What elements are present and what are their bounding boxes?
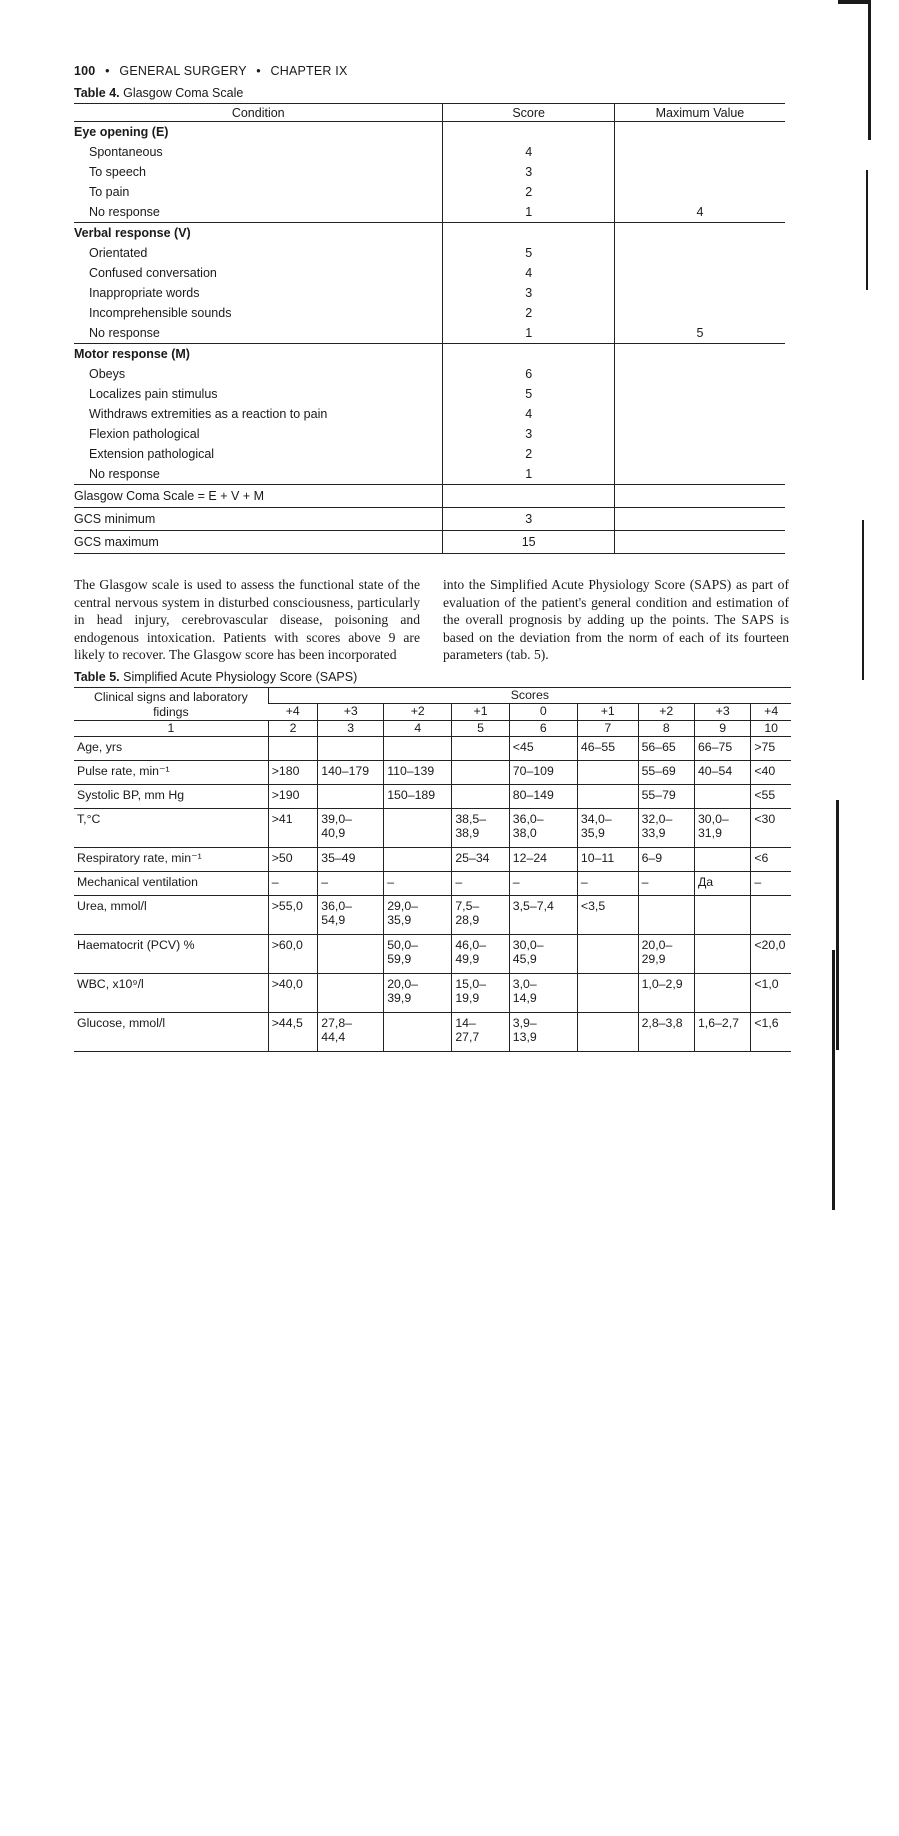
parameter-label: Urea, mmol/l	[74, 895, 268, 934]
bullet-separator: •	[256, 64, 261, 78]
table-row	[74, 202, 785, 223]
score-cell: >60,0	[268, 934, 317, 973]
score-value: 4	[443, 404, 614, 424]
score-column-header: +2	[384, 704, 452, 721]
table-row	[74, 973, 791, 1012]
score-cell	[694, 784, 750, 808]
score-cell: 7,5– 28,9	[452, 895, 509, 934]
score-column-header: 0	[509, 704, 577, 721]
summary-row	[74, 531, 785, 554]
table5-title: Simplified Acute Physiology Score (SAPS)	[123, 669, 358, 684]
score-cell	[443, 122, 614, 143]
column-number: 10	[751, 720, 791, 736]
condition-label: Obeys	[89, 367, 126, 381]
score-value: 3	[443, 162, 614, 182]
score-cell: <20,0	[751, 934, 791, 973]
max-value	[614, 404, 785, 424]
score-cell: >41	[268, 808, 317, 847]
score-cell: 38,5– 38,9	[452, 808, 509, 847]
score-cell: 2,8–3,8	[638, 1012, 694, 1051]
score-cell	[577, 784, 638, 808]
header-scores: Scores	[268, 687, 791, 704]
condition-label: Localizes pain stimulus	[89, 387, 218, 401]
max-value	[614, 424, 785, 444]
column-number-row	[74, 720, 791, 736]
score-cell: 29,0– 35,9	[384, 895, 452, 934]
table-row	[74, 364, 785, 384]
table-row	[74, 182, 785, 202]
score-cell: <40	[751, 760, 791, 784]
score-cell: 36,0– 54,9	[318, 895, 384, 934]
score-cell: <1,6	[751, 1012, 791, 1051]
condition-label: To speech	[89, 165, 146, 179]
score-column-header: +2	[638, 704, 694, 721]
score-cell: <30	[751, 808, 791, 847]
max-value	[614, 142, 785, 162]
score-value: 1	[443, 323, 614, 344]
score-cell	[318, 973, 384, 1012]
summary-label: GCS minimum	[74, 508, 443, 531]
score-cell: >50	[268, 847, 317, 871]
table-row	[74, 243, 785, 263]
summary-row	[74, 508, 785, 531]
score-value: 2	[443, 303, 614, 323]
score-value: 5	[443, 243, 614, 263]
condition-label: Orientated	[89, 246, 148, 260]
body-text	[74, 576, 789, 664]
table-row	[74, 142, 785, 162]
header-maximum-value: Maximum Value	[614, 104, 785, 122]
score-cell	[694, 973, 750, 1012]
score-cell	[577, 934, 638, 973]
max-value	[614, 384, 785, 404]
scan-edge-mark	[862, 520, 864, 680]
scan-edge-mark	[866, 170, 868, 290]
max-value	[614, 464, 785, 485]
section-title: GENERAL SURGERY	[119, 64, 247, 78]
score-cell: 70–109	[509, 760, 577, 784]
group-row	[74, 223, 785, 244]
score-cell: 150–189	[384, 784, 452, 808]
score-cell: 66–75	[694, 736, 750, 760]
score-cell: 110–139	[384, 760, 452, 784]
column-number: 1	[74, 720, 268, 736]
running-head	[74, 60, 794, 82]
header-clinical-signs: Clinical signs and laboratory fidings	[74, 687, 268, 720]
condition-label: Withdraws extremities as a reaction to pain	[89, 407, 328, 421]
max-value: 4	[614, 202, 785, 223]
score-cell: 3,5–7,4	[509, 895, 577, 934]
score-cell: 140–179	[318, 760, 384, 784]
page-number: 100	[74, 64, 96, 78]
score-cell	[384, 736, 452, 760]
score-cell: 55–79	[638, 784, 694, 808]
parameter-label: Systolic BP, mm Hg	[74, 784, 268, 808]
table-row	[74, 808, 791, 847]
parameter-label: Respiratory rate, min⁻¹	[74, 847, 268, 871]
score-cell: 46–55	[577, 736, 638, 760]
max-value: 5	[614, 323, 785, 344]
score-cell: >40,0	[268, 973, 317, 1012]
score-column-header: +1	[577, 704, 638, 721]
page	[74, 60, 794, 1052]
score-cell: Да	[694, 871, 750, 895]
column-number: 4	[384, 720, 452, 736]
table-row	[74, 323, 785, 344]
score-cell: 3,9– 13,9	[509, 1012, 577, 1051]
score-column-header: +4	[268, 704, 317, 721]
score-cell: 36,0– 38,0	[509, 808, 577, 847]
score-column-header: +1	[452, 704, 509, 721]
table-row	[74, 736, 791, 760]
condition-label: Inappropriate words	[89, 286, 200, 300]
table-row	[74, 871, 791, 895]
score-cell	[694, 847, 750, 871]
score-cell: >55,0	[268, 895, 317, 934]
score-cell	[443, 344, 614, 365]
table-row	[74, 934, 791, 973]
score-value: 5	[443, 384, 614, 404]
bullet-separator: •	[105, 64, 110, 78]
summary-max	[614, 508, 785, 531]
max-cell	[614, 122, 785, 143]
score-cell: 12–24	[509, 847, 577, 871]
table-row	[74, 263, 785, 283]
max-value	[614, 303, 785, 323]
header-row	[74, 687, 791, 704]
score-column-header: +4	[751, 704, 791, 721]
summary-label: GCS maximum	[74, 531, 443, 554]
parameter-label: Age, yrs	[74, 736, 268, 760]
column-number: 6	[509, 720, 577, 736]
table-row	[74, 424, 785, 444]
header-condition: Condition	[74, 104, 443, 122]
score-value: 1	[443, 202, 614, 223]
column-number: 5	[452, 720, 509, 736]
table-row	[74, 895, 791, 934]
max-value	[614, 182, 785, 202]
table4-caption	[74, 86, 794, 100]
score-cell: –	[751, 871, 791, 895]
summary-score	[443, 485, 614, 508]
score-cell: –	[577, 871, 638, 895]
score-cell	[694, 934, 750, 973]
column-number: 3	[318, 720, 384, 736]
chapter-title: CHAPTER IX	[270, 64, 348, 78]
score-column-header: +3	[694, 704, 750, 721]
score-cell	[452, 736, 509, 760]
score-cell: >44,5	[268, 1012, 317, 1051]
score-cell: 30,0– 31,9	[694, 808, 750, 847]
score-cell: –	[638, 871, 694, 895]
summary-score: 15	[443, 531, 614, 554]
score-cell: 30,0– 45,9	[509, 934, 577, 973]
score-cell: –	[318, 871, 384, 895]
score-value: 4	[443, 142, 614, 162]
score-cell: <3,5	[577, 895, 638, 934]
score-cell: <1,0	[751, 973, 791, 1012]
score-value: 4	[443, 263, 614, 283]
score-cell	[694, 895, 750, 934]
header-score: Score	[443, 104, 614, 122]
score-cell: –	[452, 871, 509, 895]
score-cell: <45	[509, 736, 577, 760]
parameter-label: Pulse rate, min⁻¹	[74, 760, 268, 784]
group-name: Eye opening (E)	[74, 125, 169, 139]
score-cell	[452, 784, 509, 808]
table-row	[74, 1012, 791, 1051]
condition-label: Extension pathological	[89, 447, 215, 461]
table-row	[74, 303, 785, 323]
table-row	[74, 760, 791, 784]
max-value	[614, 283, 785, 303]
table4-title: Glasgow Coma Scale	[123, 86, 244, 100]
score-cell	[318, 784, 384, 808]
table-row	[74, 464, 785, 485]
score-cell: 34,0– 35,9	[577, 808, 638, 847]
score-cell	[384, 847, 452, 871]
parameter-label: Mechanical ventilation	[74, 871, 268, 895]
max-cell	[614, 223, 785, 244]
summary-max	[614, 485, 785, 508]
score-value: 6	[443, 364, 614, 384]
score-cell: >75	[751, 736, 791, 760]
score-column-header: +3	[318, 704, 384, 721]
score-cell	[384, 1012, 452, 1051]
max-value	[614, 444, 785, 464]
column-number: 2	[268, 720, 317, 736]
group-name: Motor response (M)	[74, 347, 190, 361]
parameter-label: Haematocrit (PCV) %	[74, 934, 268, 973]
glasgow-coma-scale-table	[74, 103, 785, 554]
score-value: 1	[443, 464, 614, 485]
score-cell	[577, 760, 638, 784]
table-row	[74, 444, 785, 464]
score-cell	[577, 973, 638, 1012]
group-row	[74, 344, 785, 365]
parameter-label: Glucose, mmol/l	[74, 1012, 268, 1051]
max-value	[614, 162, 785, 182]
score-cell: 10–11	[577, 847, 638, 871]
max-value	[614, 263, 785, 283]
score-cell: 80–149	[509, 784, 577, 808]
table-row	[74, 847, 791, 871]
score-cell: 6–9	[638, 847, 694, 871]
paragraph-left-column: The Glasgow scale is used to assess the functional state of the central nervous system in disturbed consciousness, particularly in head injury, cerebrovascular disease, poisoning and endogenous intoxication. Patients with scores above 9 are likely to recover. The Glasgow score has been incorporated	[74, 577, 420, 663]
score-value: 2	[443, 182, 614, 202]
column-number: 9	[694, 720, 750, 736]
score-cell	[751, 895, 791, 934]
table-row	[74, 384, 785, 404]
score-cell: 27,8– 44,4	[318, 1012, 384, 1051]
summary-row	[74, 485, 785, 508]
scan-edge-mark	[832, 950, 835, 1210]
paragraph-right-column: into the Simplified Acute Physiology Score (SAPS) as part of evaluation of the patient's general condition and estimation of the overall prognosis by adding up the points. The SAPS is based on the deviation from the norm of each of its fourteen parameters (tab. 5).	[443, 577, 789, 663]
column-number: 8	[638, 720, 694, 736]
score-cell: 14– 27,7	[452, 1012, 509, 1051]
max-cell	[614, 344, 785, 365]
score-cell	[318, 934, 384, 973]
score-cell: 35–49	[318, 847, 384, 871]
scan-edge-mark	[836, 800, 839, 1050]
score-value: 3	[443, 283, 614, 303]
saps-table	[74, 687, 791, 1052]
score-cell: 20,0– 29,9	[638, 934, 694, 973]
score-cell: 55–69	[638, 760, 694, 784]
max-value	[614, 243, 785, 263]
score-cell: 32,0– 33,9	[638, 808, 694, 847]
scan-edge-mark	[838, 0, 870, 4]
summary-max	[614, 531, 785, 554]
score-value: 2	[443, 444, 614, 464]
score-cell	[577, 1012, 638, 1051]
column-number: 7	[577, 720, 638, 736]
score-cell: <55	[751, 784, 791, 808]
score-cell: 25–34	[452, 847, 509, 871]
group-row	[74, 122, 785, 143]
score-cell: –	[268, 871, 317, 895]
score-value: 3	[443, 424, 614, 444]
condition-label: No response	[74, 464, 443, 485]
score-cell	[443, 223, 614, 244]
condition-label: Confused conversation	[89, 266, 217, 280]
score-cell: 56–65	[638, 736, 694, 760]
table5-caption	[74, 670, 794, 684]
condition-label: No response	[74, 202, 443, 223]
score-cell	[452, 760, 509, 784]
score-cell: 15,0– 19,9	[452, 973, 509, 1012]
table-row	[74, 162, 785, 182]
score-cell	[268, 736, 317, 760]
parameter-label: WBC, x10⁹/l	[74, 973, 268, 1012]
score-cell: 1,6–2,7	[694, 1012, 750, 1051]
condition-label: Flexion pathological	[89, 427, 200, 441]
table4-label: Table 4.	[74, 86, 120, 100]
table-row	[74, 404, 785, 424]
condition-label: No response	[74, 323, 443, 344]
score-cell: 46,0– 49,9	[452, 934, 509, 973]
score-cell: –	[384, 871, 452, 895]
condition-label: Incomprehensible sounds	[89, 306, 232, 320]
score-cell: 1,0–2,9	[638, 973, 694, 1012]
score-cell: 40–54	[694, 760, 750, 784]
score-cell: 3,0– 14,9	[509, 973, 577, 1012]
score-cell: 50,0– 59,9	[384, 934, 452, 973]
score-cell: 39,0– 40,9	[318, 808, 384, 847]
scan-edge-mark	[868, 0, 871, 140]
score-cell: –	[509, 871, 577, 895]
score-cell: <6	[751, 847, 791, 871]
score-cell: >180	[268, 760, 317, 784]
condition-label: To pain	[89, 185, 130, 199]
parameter-label: T,°C	[74, 808, 268, 847]
table-row	[74, 784, 791, 808]
score-cell: 20,0– 39,9	[384, 973, 452, 1012]
condition-label: Spontaneous	[89, 145, 163, 159]
score-cell: >190	[268, 784, 317, 808]
group-name: Verbal response (V)	[74, 226, 191, 240]
table5-label: Table 5.	[74, 669, 120, 684]
score-cell	[638, 895, 694, 934]
summary-score: 3	[443, 508, 614, 531]
summary-label: Glasgow Coma Scale = E + V + M	[74, 485, 443, 508]
score-cell	[384, 808, 452, 847]
score-cell	[318, 736, 384, 760]
max-value	[614, 364, 785, 384]
table-row	[74, 283, 785, 303]
